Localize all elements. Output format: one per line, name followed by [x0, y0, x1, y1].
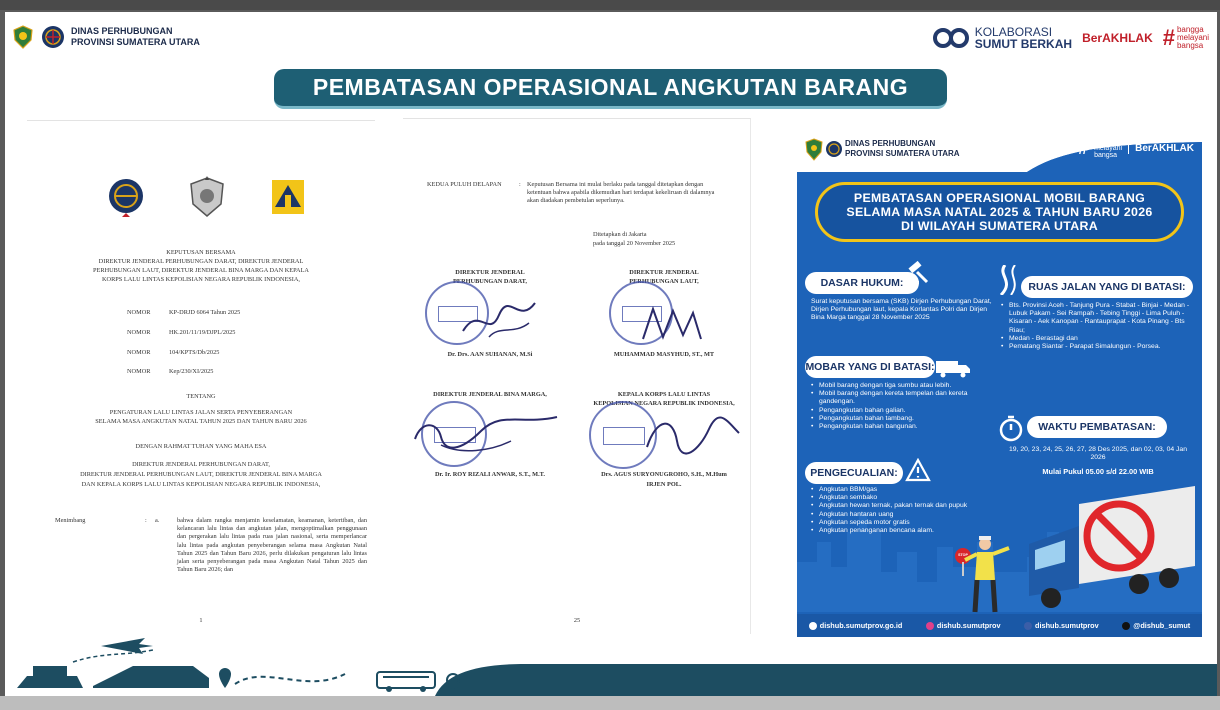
ruas-jalan-label: RUAS JALAN YANG DI BATASI: [1021, 276, 1193, 298]
polri-emblem-icon [185, 176, 229, 218]
sign-1-title-2: PERHUBUNGAN DARAT, [453, 278, 527, 285]
pupr-emblem-icon [269, 177, 307, 217]
gavel-icon [905, 260, 931, 286]
list-item: • Angkutan penanganan bencana alam. [811, 527, 995, 535]
info-org-line2: PROVINSI SUMATERA UTARA [845, 149, 960, 158]
dasar-hukum-label: DASAR HUKUM: [805, 272, 919, 294]
document-page-1 [27, 120, 375, 630]
waktu-label: WAKTU PEMBATASAN: [1027, 416, 1167, 438]
warning-icon [905, 458, 931, 482]
sign-1-title-1: DIREKTUR JENDERAL [455, 269, 525, 276]
main-title-bar [274, 69, 947, 109]
dasar-hukum-text: Surat keputusan bersama (SKB) Dirjen Perhubungan Darat, Dirjen Perhubungan laut, kepala Korlantas Polri dan Dirjen Bina Marga tanggal 28 November 2025 [811, 298, 992, 322]
truck-icon [935, 358, 971, 378]
menimbang-label: Menimbang [55, 517, 86, 524]
list-item: • Pematang Siantar - Parapat Simalungun - Porsea. [1001, 343, 1197, 351]
info-header-right [1078, 138, 1194, 159]
signature-3-icon [411, 411, 561, 461]
kolaborasi-logo [931, 26, 1072, 50]
berakhlak-logo [1082, 31, 1153, 45]
waktu-dates: 19, 20, 23, 24, 25, 26, 27, 28 Des 2025, dan 02, 03, 04 Jan 2026 [1009, 446, 1187, 462]
footer-x-text: @dishub_sumut [1133, 621, 1191, 630]
issue-place: Ditetapkan di Jakarta [593, 231, 647, 238]
sign-4-title-2: KEPOLISIAN NEGARA REPUBLIK INDONESIA, [593, 400, 735, 407]
nomor-label-4: NOMOR [127, 368, 151, 375]
mobar-list [811, 382, 997, 431]
bus-icon [375, 668, 465, 694]
decree-heading-4: KORPS LALU LINTAS KEPOLISIAN NEGARA REPUBLIK INDONESIA, [101, 276, 301, 283]
rahmat-line: DENGAN RAHMAT TUHAN YANG MAHA ESA [135, 443, 267, 450]
footer-website[interactable] [809, 621, 903, 630]
page-number-25: 25 [573, 617, 581, 624]
menimbang-point: a. [155, 517, 160, 524]
window-bottom-bar [0, 696, 1220, 710]
decree-subject-1: PENGATURAN LALU LINTAS JALAN SERTA PENYEBERANGAN [109, 409, 293, 416]
list-item: • Bts. Provinsi Aceh - Tanjung Pura - Stabat - Binjai - Medan - Lubuk Pakam - Sei Rampah - Tebing Tinggi - Lima Puluh - Kisaran - Aek Kanopan - Rantauprapat - Kota Pinang - Bts Riau; [1001, 302, 1197, 335]
info-title-1: PEMBATASAN OPERASIONAL MOBIL BARANG [853, 191, 1146, 205]
x-icon [1122, 622, 1130, 630]
nomor-value-2: HK.201/11/19/DJPL/2025 [169, 329, 236, 336]
kedua-text: Keputusan Bersama ini mulai berlaku pada tanggal ditetapkan dengan ketentuan bahwa apabila dikemudian hari terdapat kekeliruan di dalamnya akan diadakan pembetulan seperlunya. [527, 181, 715, 205]
ruas-jalan-list [1001, 302, 1197, 351]
info-title-2: SELAMA MASA NATAL 2025 & TAHUN BARU 2026 [846, 205, 1153, 219]
info-crest-icon [805, 138, 823, 162]
header-left [11, 22, 200, 52]
nomor-value-1: KP-DRJD 6064 Tahun 2025 [169, 309, 241, 316]
bangga-melayani-logo [1163, 26, 1209, 50]
info-footer [797, 614, 1202, 637]
sign-4-rank: IRJEN POL. [646, 481, 682, 488]
list-item: • Angkutan hantaran uang [811, 511, 995, 519]
kolaborasi-mark-icon [931, 27, 971, 49]
traffic-officer-icon [953, 532, 1023, 614]
list-item: • Angkutan hewan ternak, pakan ternak dan pupuk [811, 502, 995, 510]
sign-1-name: Dr. Drs. AAN SUHANAN, M.Si [447, 351, 533, 358]
stop-sign-text: STOP [958, 553, 968, 557]
instagram-icon [926, 622, 934, 630]
header-org-line1: DINAS PERHUBUNGAN [71, 26, 173, 36]
footer-instagram[interactable] [926, 621, 1001, 630]
issuer-line-3: DAN KEPALA KORPS LALU LINTAS KEPOLISIAN NEGARA REPUBLIK INDONESIA, [81, 481, 321, 488]
facebook-icon [1024, 622, 1032, 630]
mobar-label: MOBAR YANG DI BATASI: [805, 356, 935, 378]
dephub-emblem-icon [107, 177, 145, 217]
nomor-label-2: NOMOR [127, 329, 151, 336]
header-org-name [71, 26, 200, 48]
nomor-value-4: Kep/230/XI/2025 [169, 368, 214, 375]
bangga-line1: bangga [1176, 25, 1204, 34]
sign-2-title-2: PERHUBUNGAN LAUT, [629, 278, 699, 285]
document-logos [107, 176, 307, 218]
document-page-2 [403, 118, 751, 634]
info-org-name [845, 139, 960, 159]
dishub-logo-icon [41, 25, 65, 49]
sign-4-name: Drs. AGUS SURYONUGROHO, S.H., M.Hum [601, 471, 727, 478]
footer-website-text: dishub.sumutprov.go.id [819, 621, 903, 630]
sign-4-title-1: KEPALA KORPS LALU LINTAS [617, 391, 711, 398]
signature-2-icon [639, 299, 709, 349]
info-dishub-logo-icon [825, 140, 843, 158]
decree-heading-3: PERHUBUNGAN LAUT, DIREKTUR JENDERAL BINA MARGA DAN KEPALA [93, 267, 309, 274]
menimbang-text: bahwa dalam rangka menjamin keselamatan, keamanan, ketertiban, dan kelancaran lalu lintas dan angkutan jalan, mengoptimalkan penggunaan dan pergerakan lalu lintas pada ruas jalan nasional, serta memperlancar lalu lintas pada angkutan penyeberangan selama masa Angkutan Natal Tahun 2025 dan Tahun Baru 2026, perlu dilakukan pengaturan lalu lintas jalan serta penyeberangan pada masa Angkutan Natal Tahun 2025 dan Tahun Baru 2026; dan [177, 517, 367, 574]
hash-icon: # [1162, 25, 1175, 50]
menimbang-colon: : [145, 517, 147, 524]
nomor-label-3: NOMOR [127, 349, 151, 356]
info-berakhlak: BerAKHLAK [1128, 143, 1194, 154]
header-right [931, 22, 1209, 54]
footer-x[interactable] [1122, 621, 1190, 630]
list-item: • Medan - Berastagi dan [1001, 335, 1197, 343]
bangga-line2: melayani [1176, 33, 1209, 42]
berakhlak-text: BerAKHLAK [1082, 31, 1153, 45]
sign-2-title-1: DIREKTUR JENDERAL [629, 269, 699, 276]
nomor-value-3: 104/KPTS/Db/2025 [169, 349, 220, 356]
list-item: • Angkutan sepeda motor gratis [811, 519, 995, 527]
globe-icon [809, 622, 817, 630]
info-title-box [815, 182, 1184, 242]
prohibited-truck-icon [1019, 484, 1199, 612]
bangga-line3: bangsa [1176, 41, 1204, 50]
stopwatch-icon [997, 414, 1025, 442]
signature-4-icon [643, 411, 743, 461]
info-title-3: DI WILAYAH SUMATERA UTARA [900, 219, 1098, 233]
list-item: • Mobil barang dengan kereta tempelan dan kereta gandengan. [811, 390, 997, 406]
road-icon [995, 265, 1021, 295]
list-item: • Pengangkutan bahan bangunan. [811, 423, 997, 431]
slide [5, 12, 1217, 696]
footer-instagram-text: dishub.sumutprov [936, 621, 1001, 630]
kedua-label: KEDUA PULUH DELAPAN [427, 181, 502, 188]
waktu-hours: Mulai Pukul 05.00 s/d 22.00 WIB [1042, 467, 1154, 476]
list-item: • Angkutan sembako [811, 494, 995, 502]
nomor-label-1: NOMOR [127, 309, 151, 316]
signature-1-icon [459, 295, 539, 345]
footer-facebook[interactable] [1024, 621, 1099, 630]
header-org-line2: PROVINSI SUMATERA UTARA [71, 37, 200, 47]
decree-heading-2: DIREKTUR JENDERAL PERHUBUNGAN DARAT, DIREKTUR JENDERAL [98, 258, 304, 265]
list-item: • Pengangkutan bahan galian. [811, 407, 997, 415]
decree-subject-2: SELAMA MASA ANGKUTAN NATAL TAHUN 2025 DAN TAHUN BARU 2026 [95, 418, 307, 425]
province-crest-icon [11, 25, 35, 49]
page-number-1: 1 [199, 617, 203, 624]
sign-3-name: Dr. Ir. ROY RIZALI ANWAR, S.T., M.T. [435, 471, 545, 478]
footer-facebook-text: dishub.sumutprov [1035, 621, 1099, 630]
main-title: PEMBATASAN OPERASIONAL ANGKUTAN BARANG [312, 74, 909, 100]
issue-date: pada tanggal 20 November 2025 [593, 240, 676, 247]
sign-2-name: MUHAMMAD MASYHUD, ST., MT [613, 351, 715, 358]
info-hash-icon: # [1078, 138, 1089, 158]
list-item: • Mobil barang dengan tiga sumbu atau lebih. [811, 382, 997, 390]
info-org-line1: DINAS PERHUBUNGAN [845, 139, 936, 148]
pengecualian-label: PENGECUALIAN: [805, 462, 903, 484]
decree-heading-1: KEPUTUSAN BERSAMA [166, 249, 236, 256]
infographic [797, 132, 1202, 637]
pengecualian-list [811, 486, 995, 535]
info-bangga-line1: bangga [1094, 138, 1118, 145]
kedua-colon: : [519, 181, 521, 188]
transport-silhouette-icon [13, 636, 243, 696]
info-bangga-line3: bangsa [1094, 152, 1118, 159]
issuer-line-2: DIREKTUR JENDERAL PERHUBUNGAN LAUT, DIREKTUR JENDERAL BINA MARGA [80, 471, 322, 478]
kolaborasi-line1: KOLABORASI [974, 25, 1053, 39]
window-top-bar [0, 0, 1220, 10]
list-item: • Angkutan BBM/gas [811, 486, 995, 494]
issuer-line-1: DIREKTUR JENDERAL PERHUBUNGAN DARAT, [132, 461, 270, 468]
list-item: • Pengangkutan bahan tambang. [811, 415, 997, 423]
info-bangga-line2: melayani [1094, 145, 1123, 152]
sign-3-title-1: DIREKTUR JENDERAL BINA MARGA, [433, 391, 547, 398]
kolaborasi-line2: SUMUT BERKAH [974, 37, 1073, 51]
tentang-label: TENTANG [186, 393, 216, 400]
